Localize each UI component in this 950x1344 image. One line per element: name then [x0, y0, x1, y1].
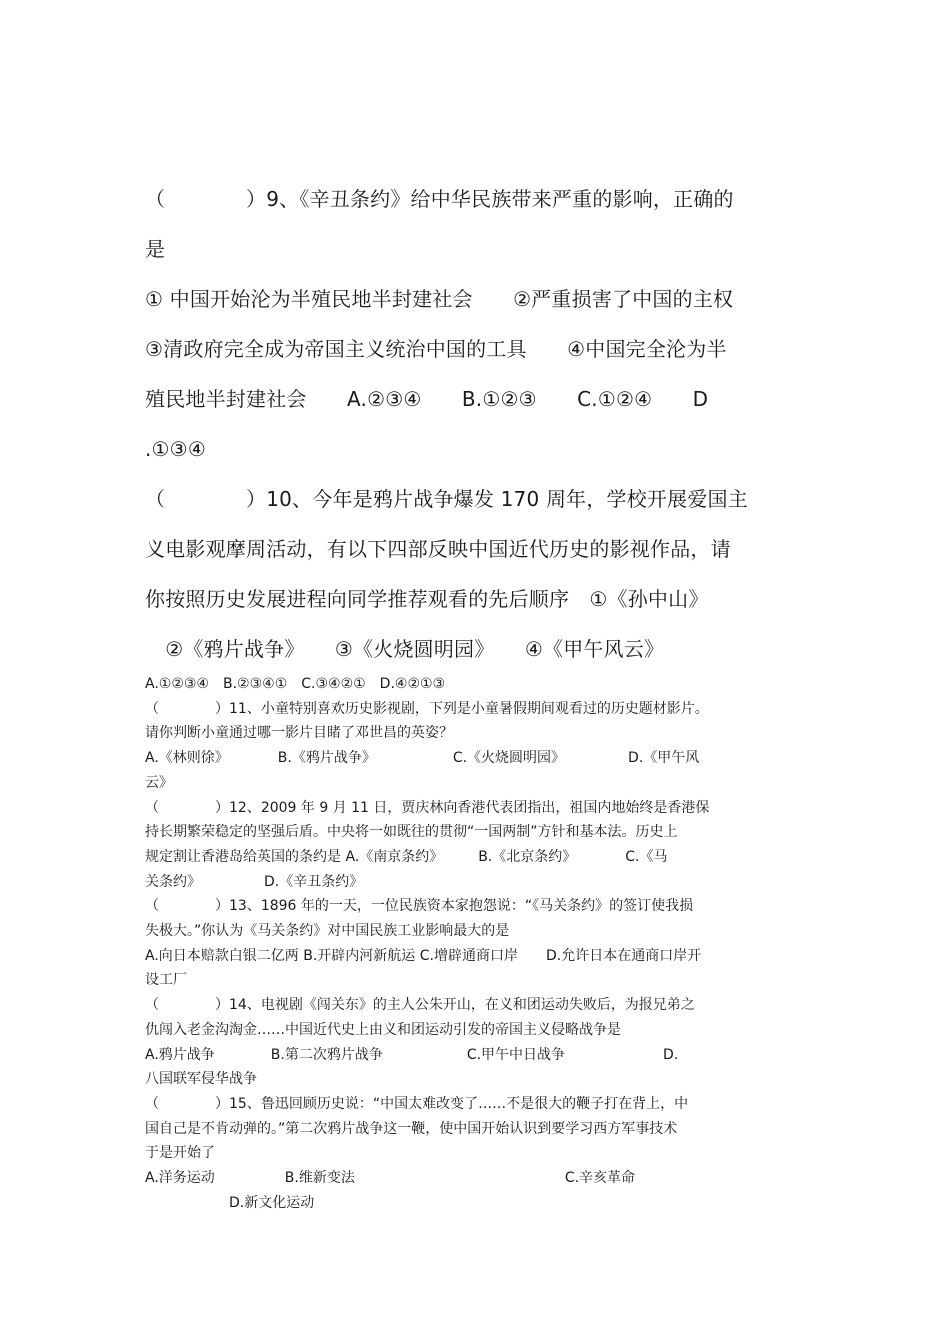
q10-line: 义电影观摩周活动，有以下四部反映中国近代历史的影视作品，请 — [145, 537, 731, 561]
text-line: 持长期繁荣稳定的坚强后盾。中央将一如既往的贯彻“一国两制”方针和基本法。历史上 — [145, 824, 678, 841]
text-line: A.《林则徐》 B.《鸦片战争》 C.《火烧圆明园》 D.《甲午风 — [145, 750, 700, 767]
text-line: A.洋务运动 B.维新变法 C.辛亥革命 — [145, 1170, 636, 1187]
text-line: 设工厂 — [145, 972, 187, 989]
q10-line: ②《鸦片战争》 ③《火烧圆明园》 ④《甲午风云》 — [145, 637, 665, 661]
question-9 — [145, 174, 810, 474]
q10-line: （ ）10、今年是鸦片战争爆发 170 周年，学校开展爱国主 — [145, 487, 748, 511]
text-line: 请你判断小童通过哪一影片目睹了邓世昌的英姿？ — [145, 725, 453, 742]
text-line: A.①②③④ B.②③④① C.③④②① D.④②①③ — [145, 676, 446, 692]
text-line: D.新文化运动 — [145, 1194, 315, 1211]
text-line: A.向日本赔款白银二亿两 B.开辟内河新航运 C.增辟通商口岸 D.允许日本在通商口岸开 — [145, 947, 702, 964]
q9-line: .①③④ — [145, 437, 206, 461]
q9-line: 殖民地半封建社会 A.②③④ B.①②③ C.①②④ D — [145, 387, 709, 411]
text-line: 八国联军侵华战争 — [145, 1071, 257, 1088]
text-line: （ ）13、1896 年的一天，一位民族资本家抱怨说：“《马关条约》的签订使我损 — [145, 898, 694, 915]
text-line: 规定割让香港岛给英国的条约是 A.《南京条约》 B.《北京条约》 C.《马 — [145, 848, 668, 865]
q9-line: ③清政府完全成为帝国主义统治中国的工具 ④中国完全沦为半 — [145, 337, 727, 361]
text-line: （ ）14、电视剧《闯关东》的主人公朱开山，在义和团运动失败后，为报兄弟之 — [145, 997, 695, 1014]
text-line: 云》 — [145, 774, 173, 791]
text-line: （ ）12、2009 年 9 月 11 日，贾庆林向香港代表团指出，祖国内地始终是香港保 — [145, 799, 710, 816]
text-line: 仇闯入老金沟淘金……中国近代史上由义和团运动引发的帝国主义侵略战争是 — [145, 1021, 621, 1038]
q9-line: 是 — [145, 237, 166, 261]
text-line: （ ）11、小童特别喜欢历史影视剧，下列是小童暑假期间观看过的历史题材影片。 — [145, 700, 709, 717]
text-line: （ ）15、鲁迅回顾历史说：“中国太难改变了……不是很大的鞭子打在背上，中 — [145, 1095, 689, 1112]
questions-11-15 — [145, 672, 810, 1215]
text-line: A.鸦片战争 B.第二次鸦片战争 C.甲午中日战争 D. — [145, 1046, 679, 1063]
text-line: 关条约》 D.《辛丑条约》 — [145, 873, 364, 890]
text-line: 于是开始了 — [145, 1145, 215, 1162]
q9-line: ① 中国开始沦为半殖民地半封建社会 ②严重损害了中国的主权 — [145, 287, 734, 311]
q9-line: （ ）9、《辛丑条约》给中华民族带来严重的影响，正确的 — [145, 187, 734, 211]
text-line: 失极大。”你认为《马关条约》对中国民族工业影响最大的是 — [145, 923, 510, 940]
question-10 — [145, 474, 810, 674]
text-line: 国自己是不肯动弹的。”第二次鸦片战争这一鞭，使中国开始认识到要学习西方军事技术 — [145, 1120, 678, 1137]
q10-line: 你按照历史发展进程向同学推荐观看的先后顺序 ①《孙中山》 — [145, 587, 709, 611]
